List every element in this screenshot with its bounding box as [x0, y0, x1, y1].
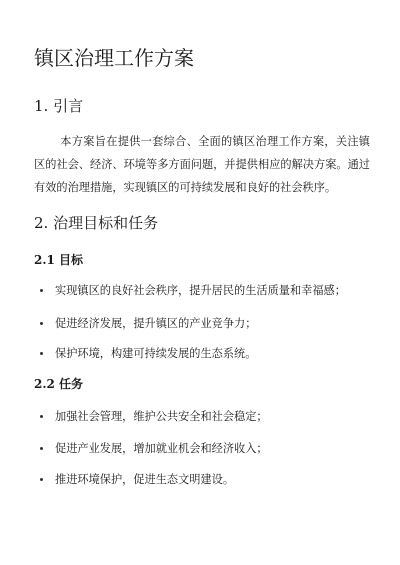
section-heading-goals-and-tasks: 2. 治理目标和任务 [34, 214, 159, 232]
list-item [40, 441, 268, 457]
bullet-icon [40, 415, 43, 418]
document-title: 镇区治理工作方案 [34, 46, 194, 70]
list-item [40, 409, 268, 425]
introduction-paragraph-text: 本方案旨在提供一套综合、全面的镇区治理工作方案，关注镇区的社会、经济、环境等多方面问题，并提供相应的解决方案。通过有效的治理措施，实现镇区的可持续发展和良好的社会秩序。 [34, 135, 370, 194]
list-item-text: 促进经济发展，提升镇区的产业竞争力； [55, 317, 257, 330]
subsection-heading-tasks: 2.2 任务 [34, 377, 84, 391]
list-item-text: 促进产业发展，增加就业机会和经济收入； [55, 442, 268, 455]
list-item [40, 472, 234, 488]
list-item-text: 加强社会管理，维护公共安全和社会稳定； [55, 410, 268, 423]
bullet-icon [40, 322, 43, 325]
list-item-text: 保护环境，构建可持续发展的生态系统。 [55, 347, 257, 360]
introduction-paragraph [34, 130, 370, 199]
list-item-text: 推进环境保护，促进生态文明建设。 [55, 473, 235, 486]
subsection-heading-goals: 2.1 目标 [34, 253, 84, 267]
list-item [40, 316, 256, 332]
bullet-icon [40, 447, 43, 450]
list-item [40, 283, 346, 299]
section-heading-introduction: 1. 引言 [34, 97, 84, 115]
list-item-text: 实现镇区的良好社会秩序，提升居民的生活质量和幸福感； [55, 284, 346, 297]
bullet-icon [40, 289, 43, 292]
bullet-icon [40, 478, 43, 481]
bullet-icon [40, 352, 43, 355]
list-item [40, 346, 256, 362]
